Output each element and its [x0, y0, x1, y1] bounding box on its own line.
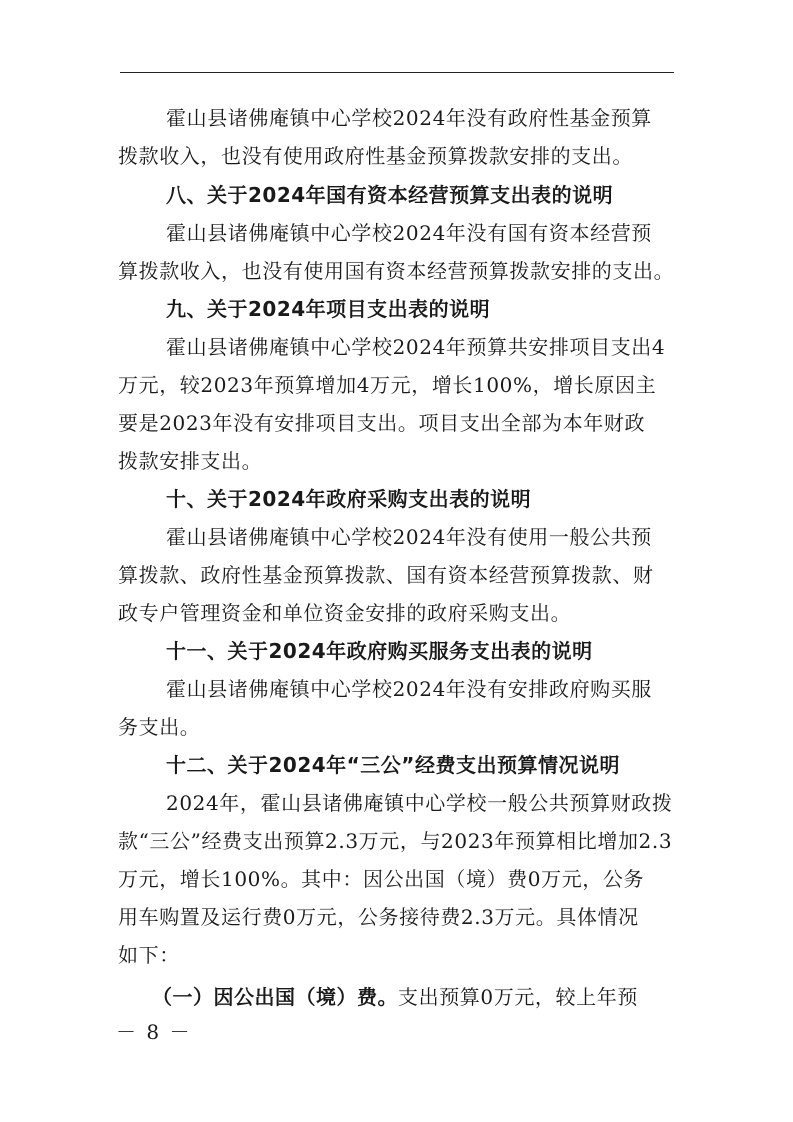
paragraph-line: 霍山县诸佛庵镇中心学校2024年预算共安排项目支出4 — [166, 335, 666, 359]
paragraph-line: 2024年，霍山县诸佛庵镇中心学校一般公共预算财政拨 — [166, 791, 673, 815]
paragraph-line: 政专户管理资金和单位资金安排的政府采购支出。 — [118, 601, 572, 625]
section-heading-10: 十、关于2024年政府采购支出表的说明 — [166, 487, 532, 511]
section-heading-9: 九、关于2024年项目支出表的说明 — [166, 297, 491, 321]
paragraph-line: 万元，增长100%。其中：因公出国（境）费0万元，公务 — [118, 867, 645, 891]
paragraph-line: 拨款收入，也没有使用政府性基金预算拨款安排的支出。 — [118, 144, 633, 168]
subsection-heading-1: （一）因公出国（境）费。 — [152, 985, 398, 1009]
paragraph-line: 霍山县诸佛庵镇中心学校2024年没有使用一般公共预 — [166, 525, 652, 549]
paragraph-line: 要是2023年没有安排项目支出。项目支出全部为本年财政 — [118, 411, 646, 435]
subsection-line — [152, 983, 638, 1011]
paragraph-line: 霍山县诸佛庵镇中心学校2024年没有政府性基金预算 — [166, 106, 652, 130]
page-number: － 8 － — [116, 1020, 192, 1044]
paragraph-line: 如下： — [118, 943, 180, 967]
paragraph-line: 用车购置及运行费0万元，公务接待费2.3万元。具体情况 — [118, 905, 639, 929]
paragraph-line: 务支出。 — [118, 715, 201, 739]
paragraph-line: 款“三公”经费支出预算2.3万元，与2023年预算相比增加2.3 — [118, 829, 673, 853]
header-rule — [120, 72, 674, 73]
section-heading-8: 八、关于2024年国有资本经营预算支出表的说明 — [166, 183, 614, 207]
subsection-text: 支出预算0万元，较上年预 — [398, 985, 638, 1009]
section-heading-12: 十二、关于2024年“三公”经费支出预算情况说明 — [166, 753, 620, 777]
section-heading-11: 十一、关于2024年政府购买服务支出表的说明 — [166, 639, 593, 663]
paragraph-line: 拨款安排支出。 — [118, 449, 263, 473]
paragraph-line: 霍山县诸佛庵镇中心学校2024年没有安排政府购买服 — [166, 677, 652, 701]
paragraph-line: 算拨款收入，也没有使用国有资本经营预算拨款安排的支出。 — [118, 259, 675, 283]
paragraph-line: 霍山县诸佛庵镇中心学校2024年没有国有资本经营预 — [166, 221, 652, 245]
paragraph-line: 算拨款、政府性基金预算拨款、国有资本经营预算拨款、财 — [118, 563, 654, 587]
paragraph-line: 万元，较2023年预算增加4万元，增长100%，增长原因主 — [118, 373, 657, 397]
